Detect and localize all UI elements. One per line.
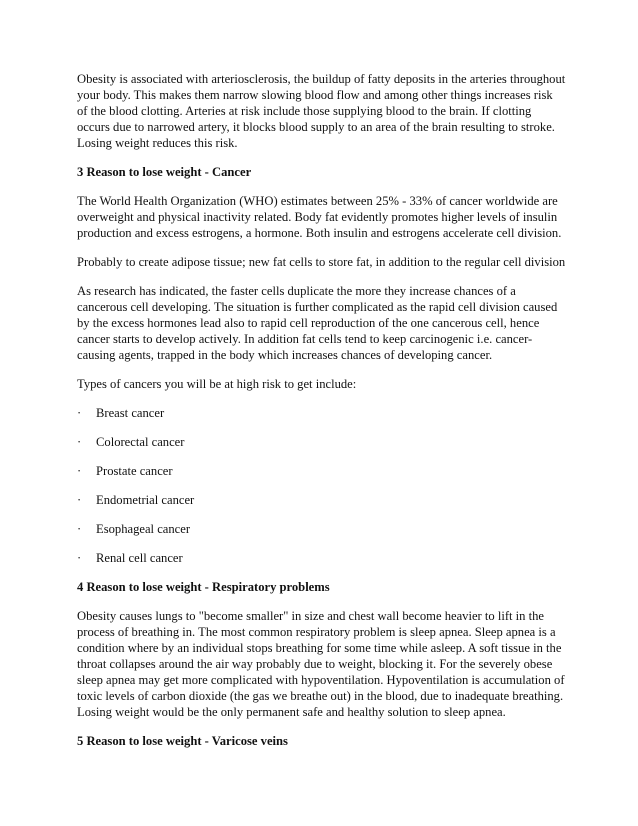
heading-cancer: 3 Reason to lose weight - Cancer <box>77 165 252 179</box>
list-item-label: Esophageal cancer <box>96 522 191 536</box>
document-page <box>77 71 566 762</box>
list-item-label: Breast cancer <box>96 406 165 420</box>
list-item <box>77 550 566 566</box>
list-item <box>77 405 566 421</box>
paragraph-cancer-types-intro: Types of cancers you will be at high risk to get include: <box>77 377 357 391</box>
bullet-marker: · <box>77 551 82 565</box>
bullet-marker: · <box>77 493 82 507</box>
bullet-marker: · <box>77 464 82 478</box>
list-item-label: Colorectal cancer <box>96 435 185 449</box>
paragraph-arteriosclerosis: Obesity is associated with arteriosclerosis, the buildup of fatty deposits in the arteries throughout your body. This makes them narrow slowing blood flow and among other things increases risk of the blood clotting. Arteries at risk include those supplying blood to the brain. If clotting occurs due to narrowed artery, it blocks blood supply to an area of the brain resulting to stroke. Losing weight reduces this risk. <box>77 72 566 150</box>
bullet-marker: · <box>77 435 82 449</box>
list-item <box>77 521 566 537</box>
list-item-label: Prostate cancer <box>96 464 173 478</box>
bullet-marker: · <box>77 406 82 420</box>
list-item <box>77 492 566 508</box>
list-item-label: Endometrial cancer <box>96 493 195 507</box>
list-item <box>77 463 566 479</box>
heading-respiratory: 4 Reason to lose weight - Respiratory problems <box>77 580 330 594</box>
paragraph-adipose-tissue: Probably to create adipose tissue; new fat cells to store fat, in addition to the regular cell division <box>77 255 566 269</box>
paragraph-respiratory: Obesity causes lungs to "become smaller" in size and chest wall become heavier to lift in the process of breathing in. The most common respiratory problem is sleep apnea. Sleep apnea is a condition where by an individual stops breathing for some time while asleep. A soft tissue in the throat collapses around the air way probably due to weight, blocking it. For the severely obese sleep apnea may get more complicated with hypoventilation. Hypoventilation is accumulation of toxic levels of carbon dioxide (the gas we breathe out) in the blood, due to inadequate breathing. Losing weight would be the only permanent safe and healthy solution to sleep apnea. <box>77 609 565 719</box>
list-item-label: Renal cell cancer <box>96 551 183 565</box>
heading-varicose-veins: 5 Reason to lose weight - Varicose veins <box>77 734 288 748</box>
cancer-list <box>77 405 566 566</box>
bullet-marker: · <box>77 522 82 536</box>
paragraph-who-estimates: The World Health Organization (WHO) estimates between 25% - 33% of cancer worldwide are overweight and physical inactivity related. Body fat evidently promotes higher levels of insulin production and excess estrogens, a hormone. Both insulin and estrogens accelerate cell division. <box>77 194 562 240</box>
list-item <box>77 434 566 450</box>
paragraph-research: As research has indicated, the faster cells duplicate the more they increase chances of a cancerous cell developing. The situation is further complicated as the rapid cell division caused by the excess hormones lead also to rapid cell reproduction of the one cancerous cell, hence cancer starts to develop actively. In addition fat cells tend to keep carcinogenic i.e. cancer-causing agents, trapped in the body which increases chances of developing cancer. <box>77 284 558 362</box>
